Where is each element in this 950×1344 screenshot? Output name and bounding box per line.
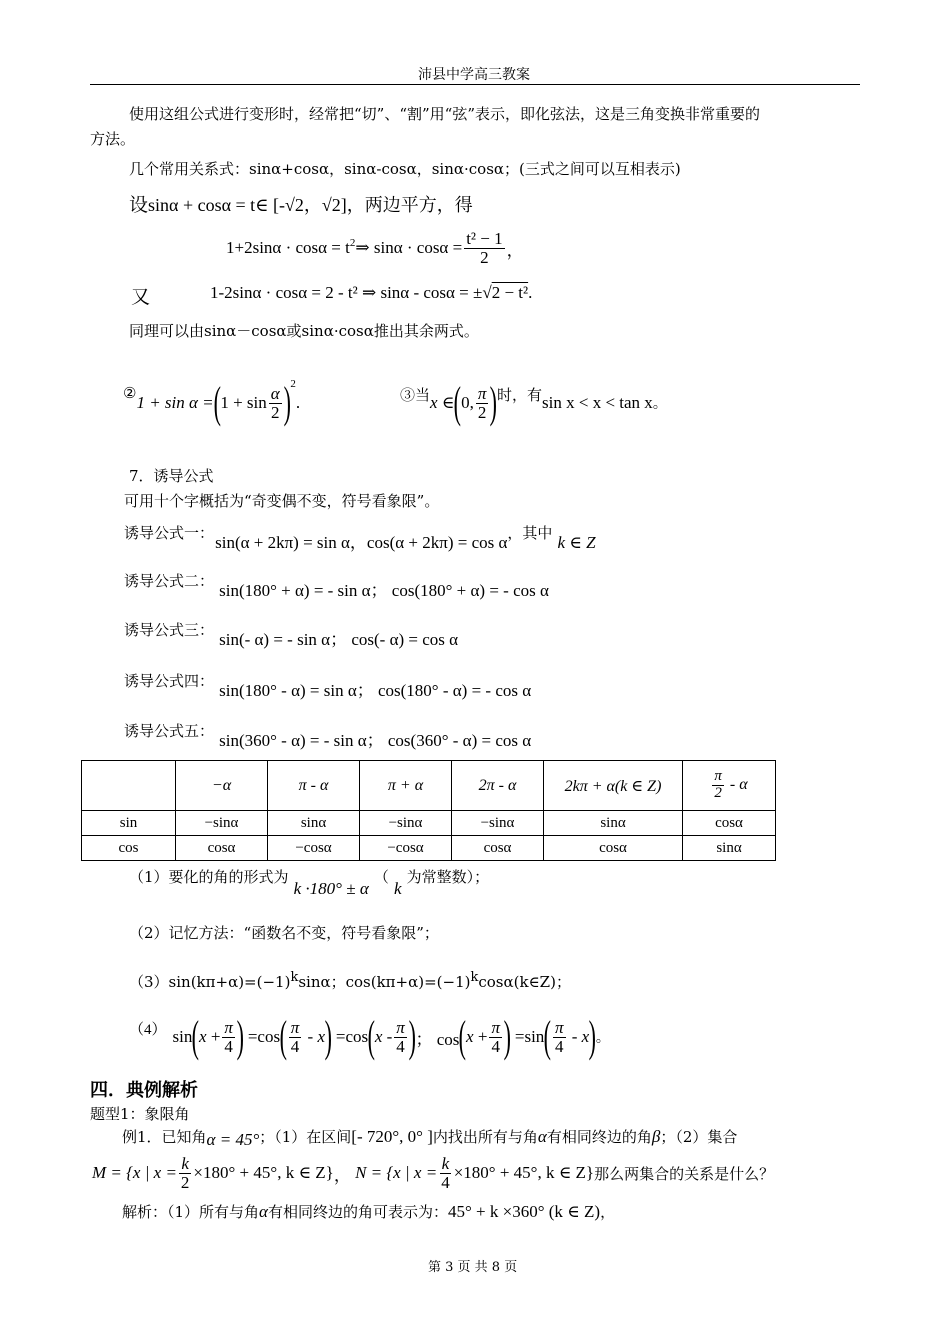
- induction-formula-1: [124, 518, 596, 552]
- section-heading: 四．典例解析: [90, 1080, 198, 1101]
- eq2-body: 1-2sinα · cosα = 2 - t² ⇒ sinα - cosα = ±: [210, 283, 483, 302]
- f3-inequality: sin x < x < tan x: [542, 393, 653, 412]
- set-t-line: [129, 190, 473, 217]
- question-text: 那么两集合的关系是什么？: [594, 1166, 775, 1183]
- table-last-num: π: [714, 768, 722, 785]
- sol-expr: 45° + k ×360° (k ∈ Z): [448, 1202, 601, 1221]
- f2-fraction: [269, 385, 282, 422]
- sol-tail: ，: [600, 1203, 616, 1221]
- eq1-left: 1+2sinα · cosα = t: [226, 238, 350, 257]
- induction-expr-5: sin(360° - α) = - sin α； cos(360° - α) = cos α: [219, 731, 532, 750]
- sol-alpha: α: [259, 1202, 268, 1221]
- table-corner-cell: [82, 761, 176, 811]
- ex1-e: 有相同终边的角: [546, 1128, 652, 1146]
- table-header-cell: π + α: [360, 761, 452, 811]
- table-header-cell: 2kπ + α(k ∈ Z): [544, 761, 683, 811]
- sets-line: M = {x | x = $\frac{k}{2}$ ×180° + 45°, k ∈ Z} ， N = {x | x = $\frac{k}{4}$ ×180° + 45°, k ∈ Z} 那么两集合的关系是什么？: [92, 1153, 775, 1192]
- sol-a: 解析：（1）所有与角: [122, 1203, 260, 1221]
- you-label: 又: [131, 286, 151, 308]
- ex1-b: ；（1）在区间: [259, 1128, 352, 1146]
- table-cell: sinα: [544, 811, 683, 836]
- induction-cond-1: k ∈ Z: [557, 533, 596, 552]
- f2-inner: 1 + sin: [220, 393, 267, 412]
- induction-formula-2: [124, 566, 549, 600]
- example-1: [122, 1126, 737, 1147]
- note-1-expr: k ·180° ± α: [293, 879, 369, 898]
- ex1-alpha: α = 45°: [206, 1130, 260, 1149]
- set-m-head: M = {x | x =: [92, 1163, 177, 1182]
- eq2-radicand: 2 − t²: [491, 283, 529, 302]
- sol-b: 有相同终边的角可表示为：: [267, 1203, 448, 1221]
- intro-line-1: 使用这组公式进行变形时，经常把“切”、“割”用“弦”表示，即化弦法，这是三角变换非常重要的: [129, 105, 761, 123]
- table-cell: −cosα: [268, 836, 360, 861]
- f2-left: 1 + sin α =: [136, 393, 214, 412]
- f2-denominator: 2: [270, 402, 280, 422]
- set-prefix: 设: [129, 194, 149, 216]
- formula-3: ③当 x ∈ ( 0, $\frac{\pi}{2}$ ) 时，有 sin x < x < tan x 。: [400, 378, 667, 427]
- induction-label-2: 诱导公式二：: [124, 572, 215, 590]
- note-3-b: sinα；cos(kπ+α)=(−1): [298, 973, 471, 991]
- induction-label-4: 诱导公式四：: [124, 672, 215, 690]
- induction-extra-1: ，其中: [507, 524, 553, 542]
- eq1-denominator: 2: [480, 247, 489, 267]
- table-header-cell: π - α: [268, 761, 360, 811]
- induction-expr-4: sin(180° - α) = sin α； cos(180° - α) = - cos α: [219, 681, 532, 700]
- table-header-row: [82, 761, 776, 811]
- induction-expr-2: sin(180° + α) = - sin α； cos(180° + α) = - cos α: [219, 581, 549, 600]
- table-cell: −sinα: [360, 811, 452, 836]
- induction-formula-5: [124, 716, 532, 750]
- induction-formula-4: [124, 666, 532, 700]
- table-header-cell: −α: [176, 761, 268, 811]
- table-cell: cosα: [544, 836, 683, 861]
- note-3-k2: k: [470, 970, 479, 985]
- eq1-tail: ，: [506, 240, 524, 260]
- induction-summary: 可用十个字概括为“奇变偶不变，符号看象限”。: [124, 492, 440, 510]
- f3-var: x ∈: [430, 393, 455, 412]
- induction-table: [81, 760, 776, 861]
- induction-expr-1: sin(α + 2kπ) = sin α，cos(α + 2kπ) = cos α: [215, 533, 508, 552]
- note-2: （2）记忆方法：“函数名不变，符号看象限”；: [129, 924, 439, 942]
- f3-zero: 0,: [461, 393, 474, 412]
- ex1-beta: β: [651, 1127, 661, 1146]
- f3-fraction: [476, 385, 489, 422]
- note-3: [129, 970, 571, 992]
- sqrt-symbol: √: [482, 283, 492, 302]
- note-4: （4） sin ( x + $\frac{\pi}{4}$ ) =cos ( $\frac{\pi}{4}$ - x ) =cos ( x - $\frac{\pi}{4}$ ) ； cos ( x + $\frac{\pi}{4}$ ) =sin ( $\frac{\pi}{4}$ - x ) 。: [129, 1012, 610, 1061]
- note-1-b: （: [373, 868, 389, 886]
- page-header-title: 沛县中学高三教案: [418, 67, 530, 83]
- induction-label-5: 诱导公式五：: [124, 722, 215, 740]
- table-row: [82, 811, 776, 836]
- f3-when: 时，有: [497, 388, 543, 404]
- f2-tail: .: [295, 393, 301, 412]
- question-type: 题型1：象限角: [90, 1105, 190, 1123]
- table-cell: sinα: [268, 811, 360, 836]
- table-cell: sinα: [683, 836, 776, 861]
- table-cell: −cosα: [360, 836, 452, 861]
- eq1-fraction: [464, 230, 504, 267]
- table-cell: cosα: [683, 811, 776, 836]
- equation-1: 1+2sinα · cosα = t $^2$ ⇒ sinα · cosα = $\frac{\text{t² − 1}}{2}$ ，: [226, 228, 524, 267]
- f2-mark: ②: [123, 386, 137, 402]
- induction-expr-3: sin(- α) = - sin α； cos(- α) = cos α: [219, 630, 459, 649]
- table-cell: cosα: [176, 836, 268, 861]
- table-row-name: sin: [82, 811, 176, 836]
- note-4-mark: （4）: [129, 1022, 167, 1038]
- set-m-tail: ×180° + 45°, k ∈ Z}: [193, 1163, 334, 1182]
- f2-numerator: α: [270, 383, 280, 403]
- note-3-a: （3）sin(kπ+α)=(−1): [129, 973, 291, 991]
- note-3-c: cosα(k∈Z)；: [478, 973, 571, 991]
- note-1-k: k: [393, 879, 402, 898]
- table-header-cell-last: [683, 761, 776, 811]
- eq1-numerator: t² − 1: [466, 228, 503, 248]
- f3-mark: ③当: [400, 388, 431, 404]
- ex1-a: 例1．已知角: [122, 1128, 207, 1146]
- set-n-head: N = {x | x =: [355, 1163, 438, 1182]
- ex1-c: 内找出所有与角: [432, 1128, 538, 1146]
- note-1-c: 为常整数）；: [406, 868, 490, 886]
- induction-label-3: 诱导公式三：: [124, 621, 215, 639]
- ex1-interval: [- 720°, 0° ]: [351, 1127, 433, 1146]
- set-expression: sinα + cosα = t∈ [-√2，√2]，两边平方，得: [148, 195, 473, 215]
- f3-tail: 。: [652, 397, 667, 412]
- table-cell: −sinα: [176, 811, 268, 836]
- induction-heading: 7．诱导公式: [129, 467, 214, 485]
- f3-numerator: π: [477, 383, 487, 403]
- f3-denominator: 2: [477, 402, 487, 422]
- f2-exponent: 2: [290, 378, 296, 390]
- table-last-tail: - α: [729, 776, 748, 794]
- table-last-fraction: [712, 769, 724, 802]
- intro-line-2: 方法。: [90, 130, 136, 148]
- table-last-den: 2: [714, 785, 722, 801]
- set-n-tail: ×180° + 45°, k ∈ Z}: [453, 1163, 595, 1182]
- note-3-k1: k: [290, 970, 299, 985]
- table-row: [82, 836, 776, 861]
- relations-line: 几个常用关系式：sinα+cosα，sinα-cosα，sinα·cosα；(三式之间可以互相表示): [129, 160, 681, 178]
- eq1-mid: ⇒ sinα · cosα =: [355, 238, 463, 257]
- solution-line: [122, 1201, 615, 1222]
- ex1-f: ；（2）集合: [660, 1128, 738, 1146]
- note-1: [129, 866, 490, 898]
- table-row-name: cos: [82, 836, 176, 861]
- header-rule: [90, 84, 860, 85]
- similar-line: 同理可以由sinα－cosα或sinα·cosα推出其余两式。: [129, 322, 479, 340]
- induction-formula-3: [124, 615, 459, 649]
- table-header-cell: 2π - α: [452, 761, 544, 811]
- ex1-d: α: [537, 1127, 547, 1146]
- formula-2: ② 1 + sin α = ( 1 + sin $\frac{\alpha}{2}$ ) $^2$ .: [123, 378, 301, 427]
- table-cell: cosα: [452, 836, 544, 861]
- page-footer: 第 3 页 共 8 页: [428, 1260, 518, 1275]
- note-1-a: （1）要化的角的形式为: [129, 868, 289, 886]
- induction-label-1: 诱导公式一：: [124, 524, 215, 542]
- eq2-tail: .: [528, 283, 533, 302]
- equation-2: [210, 283, 532, 303]
- table-cell: −sinα: [452, 811, 544, 836]
